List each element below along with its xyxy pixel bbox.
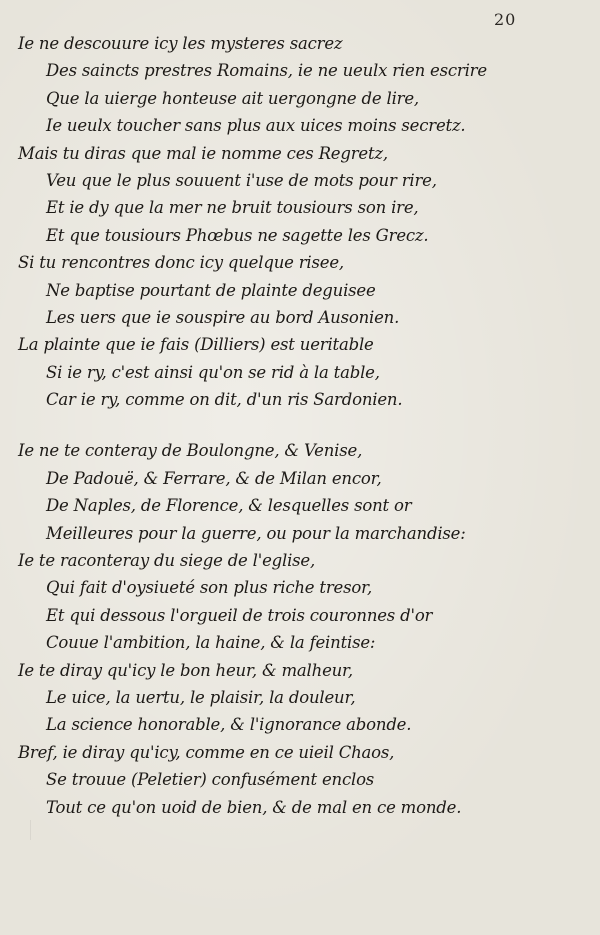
verse-line: Car ie ry, comme on dit, d'un ris Sardonien. <box>46 390 403 410</box>
sonnet-stanza <box>18 437 588 820</box>
verse-line: Le uice, la uertu, le plaisir, la douleur, <box>46 687 356 707</box>
verse-line: Des saincts prestres Romains, ie ne ueulx rien escrire <box>46 61 487 81</box>
verse-line: Mais tu diras que mal ie nomme ces Regretz, <box>18 143 388 163</box>
verse-line: Et qui dessous l'orgueil de trois couronnes d'or <box>46 605 433 625</box>
verse-line: Ie ne descouure icy les mysteres sacrez <box>18 34 343 53</box>
verse-line: Veu que le plus souuent i'use de mots pour rire, <box>46 170 437 190</box>
verse-line: Et que tousiours Phœbus ne sagette les Grecz. <box>46 225 429 245</box>
verse-line: Et ie dy que la mer ne bruit tousiours son ire, <box>46 198 419 218</box>
verse-line: La plainte que ie fais (Dilliers) est ueritable <box>18 335 374 355</box>
verse-line: Ne baptise pourtant de plainte deguisee <box>46 280 376 300</box>
verse-line: Qui fait d'oysiueté son plus riche tresor, <box>46 578 372 598</box>
sonnet-stanza <box>18 30 588 413</box>
verse-line: Que la uierge honteuse ait uergongne de lire, <box>46 88 419 108</box>
verse-line: Tout ce qu'on uoid de bien, & de mal en ce monde. <box>46 797 462 817</box>
verse-line: Meilleures pour la guerre, ou pour la marchandise: <box>46 523 466 543</box>
verse-line: Bref, ie diray qu'icy, comme en ce uieil Chaos, <box>18 742 395 762</box>
verse-line: La science honorable, & l'ignorance abonde. <box>46 715 412 735</box>
verse-line: Si tu rencontres donc icy quelque risee, <box>18 253 344 273</box>
page-mark <box>30 820 37 840</box>
verse-line: Ie te diray qu'icy le bon heur, & malheur, <box>18 660 353 680</box>
poem-body <box>18 30 588 821</box>
page-number: 20 <box>494 10 517 29</box>
verse-line: De Naples, de Florence, & lesquelles sont or <box>46 496 412 516</box>
verse-line: Ie te raconteray du siege de l'eglise, <box>18 551 316 571</box>
verse-line: Ie ne te conteray de Boulongne, & Venise, <box>18 441 363 461</box>
verse-line: De Padouë, & Ferrare, & de Milan encor, <box>46 468 382 488</box>
verse-line: Couue l'ambition, la haine, & la feintise: <box>46 633 376 653</box>
verse-line: Ie ueulx toucher sans plus aux uices moins secretz. <box>46 116 466 136</box>
verse-line: Se trouue (Peletier) confusément enclos <box>46 770 375 790</box>
verse-line: Les uers que ie souspire au bord Ausonien. <box>46 307 400 327</box>
verse-line: Si ie ry, c'est ainsi qu'on se rid à la table, <box>46 362 380 382</box>
